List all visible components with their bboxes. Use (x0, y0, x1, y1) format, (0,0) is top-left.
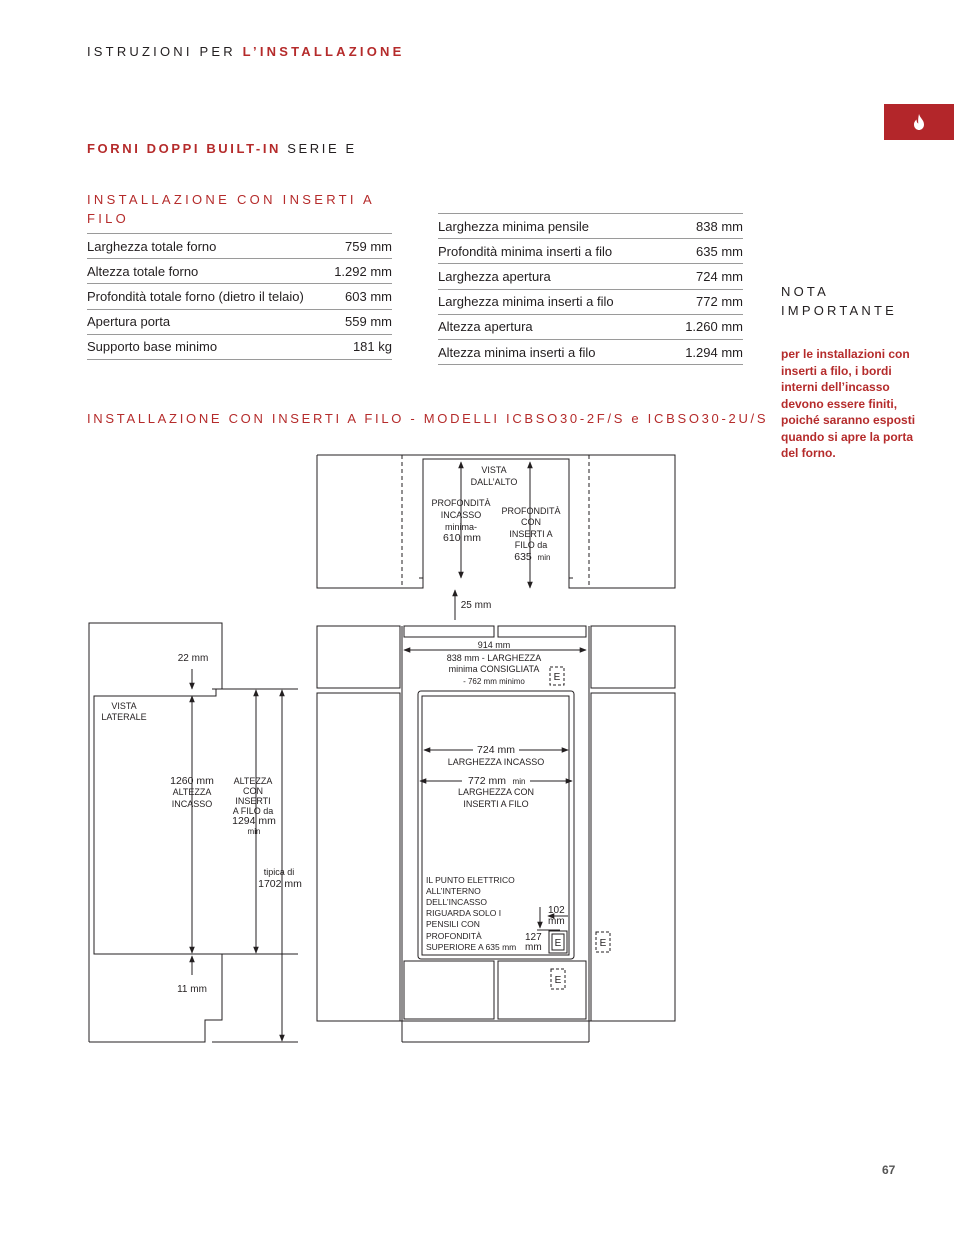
height-1294: 1294 mm (232, 815, 276, 827)
dim-102-unit: mm (548, 916, 565, 927)
width-772-min: min (512, 777, 526, 786)
side-view (89, 623, 298, 1042)
dim-102: 102 (548, 905, 565, 916)
height-1294-label-3: INSERTI (235, 796, 271, 806)
row-label: Supporto base minimo (87, 334, 328, 359)
depth1-label: PROFONDITÀ (431, 498, 491, 508)
row-label: Larghezza minima pensile (438, 214, 667, 239)
row-label: Apertura porta (87, 309, 328, 334)
height-1260-label-2: INCASSO (171, 799, 213, 809)
height-1294-min: min (247, 827, 261, 836)
depth2-label-4: FILO da (514, 540, 548, 550)
row-value: 635 mm (667, 239, 743, 264)
row-label: Altezza totale forno (87, 259, 328, 284)
outlet-marker: E (553, 672, 561, 683)
row-value: 1.260 mm (667, 314, 743, 339)
depth2-label-3: INSERTI A (509, 529, 553, 539)
subtitle: FORNI DOPPI BUILT-IN SERIE E (87, 141, 357, 156)
note-text: per le installazioni con inserti a filo, i bordi interni dell’incasso devono essere finiti, poiché saranno esposti quando si apre la porta del forno. (781, 347, 916, 460)
row-label: Profondità totale forno (dietro il telaio) (87, 284, 328, 309)
top-view-title: VISTA (481, 465, 507, 475)
height-1702-label: tipica di (263, 867, 295, 877)
row-value: 838 mm (667, 214, 743, 239)
height-1260: 1260 mm (170, 775, 214, 787)
depth1-label-2: INCASSO (440, 510, 482, 520)
row-value: 181 kg (328, 334, 392, 359)
row-label: Altezza minima inserti a filo (438, 339, 667, 364)
elec-note-5: PENSILI CON (426, 919, 480, 929)
side-view-title: VISTA (111, 701, 137, 711)
width-772: 772 mm (468, 775, 506, 787)
side-view-title-2: LATERALE (101, 712, 147, 722)
row-value: 603 mm (328, 284, 392, 309)
row-label: Larghezza apertura (438, 264, 667, 289)
depth2-min: min (537, 553, 551, 562)
front-view (317, 626, 675, 1042)
section-title-models: INSTALLAZIONE CON INSERTI A FILO - MODELLI ICBSO30-2F/S e ICBSO30-2U/S (87, 411, 769, 426)
depth2-label-2: CON (521, 517, 541, 527)
height-1702: 1702 mm (258, 878, 302, 890)
top-view-title-2: DALL’ALTO (470, 477, 518, 487)
bottom-gap: 11 mm (177, 984, 207, 995)
elec-note-4: RIGUARDA SOLO I (426, 908, 502, 918)
dim-127-unit: mm (525, 942, 542, 953)
note-title-line2: IMPORTANTE (781, 303, 898, 318)
width-772-label: LARGHEZZA CON (457, 787, 535, 797)
elec-note-2: ALL’INTERNO (426, 886, 481, 896)
row-value: 772 mm (667, 289, 743, 314)
height-1294-label-2: CON (243, 786, 263, 796)
height-1294-label: ALTEZZA (233, 776, 273, 786)
row-value: 559 mm (328, 309, 392, 334)
height-1294-label-4: A FILO da (232, 806, 274, 816)
height-1260-label: ALTEZZA (172, 787, 212, 797)
page-header: ISTRUZIONI PER L’INSTALLAZIONE (87, 44, 405, 59)
row-value: 724 mm (667, 264, 743, 289)
row-label: Altezza apertura (438, 314, 667, 339)
elec-note-1: IL PUNTO ELETTRICO (426, 875, 515, 885)
width-838-label: minima CONSIGLIATA (448, 664, 540, 674)
depth2-value: 635 (514, 551, 532, 563)
top-gap: 22 mm (177, 653, 209, 664)
section-title-install: INSTALLAZIONE CON INSERTI A FILO (87, 192, 375, 226)
width-724: 724 mm (477, 744, 515, 756)
width-914: 914 mm (477, 640, 511, 650)
note-title-line1: NOTA (781, 284, 829, 299)
dim-127: 127 (525, 932, 542, 943)
elec-note-6: PROFONDITÀ (426, 931, 482, 941)
row-label: Profondità minima inserti a filo (438, 239, 667, 264)
elec-note-3: DELL’INCASSO (426, 897, 487, 907)
gap-25: 25 mm (460, 600, 492, 611)
width-724-label: LARGHEZZA INCASSO (447, 757, 545, 767)
row-value: 759 mm (328, 234, 392, 259)
page-number: 67 (882, 1163, 896, 1177)
outlet-marker: E (554, 938, 562, 949)
depth2-label: PROFONDITÀ (501, 506, 561, 516)
width-762: - 762 mm minimo (463, 677, 525, 686)
width-838: 838 mm - LARGHEZZA (446, 653, 542, 663)
width-772-label-2: INSERTI A FILO (463, 799, 529, 809)
row-value: 1.294 mm (667, 339, 743, 364)
depth1-label-3: minima- (444, 522, 478, 532)
outlet-marker: E (599, 938, 607, 949)
row-label: Larghezza minima inserti a filo (438, 289, 667, 314)
elec-note-7: SUPERIORE A 635 mm (426, 942, 517, 952)
outlet-marker: E (554, 975, 562, 986)
row-value: 1.292 mm (328, 259, 392, 284)
depth1-value: 610 mm (443, 532, 481, 544)
row-label: Larghezza totale forno (87, 234, 328, 259)
